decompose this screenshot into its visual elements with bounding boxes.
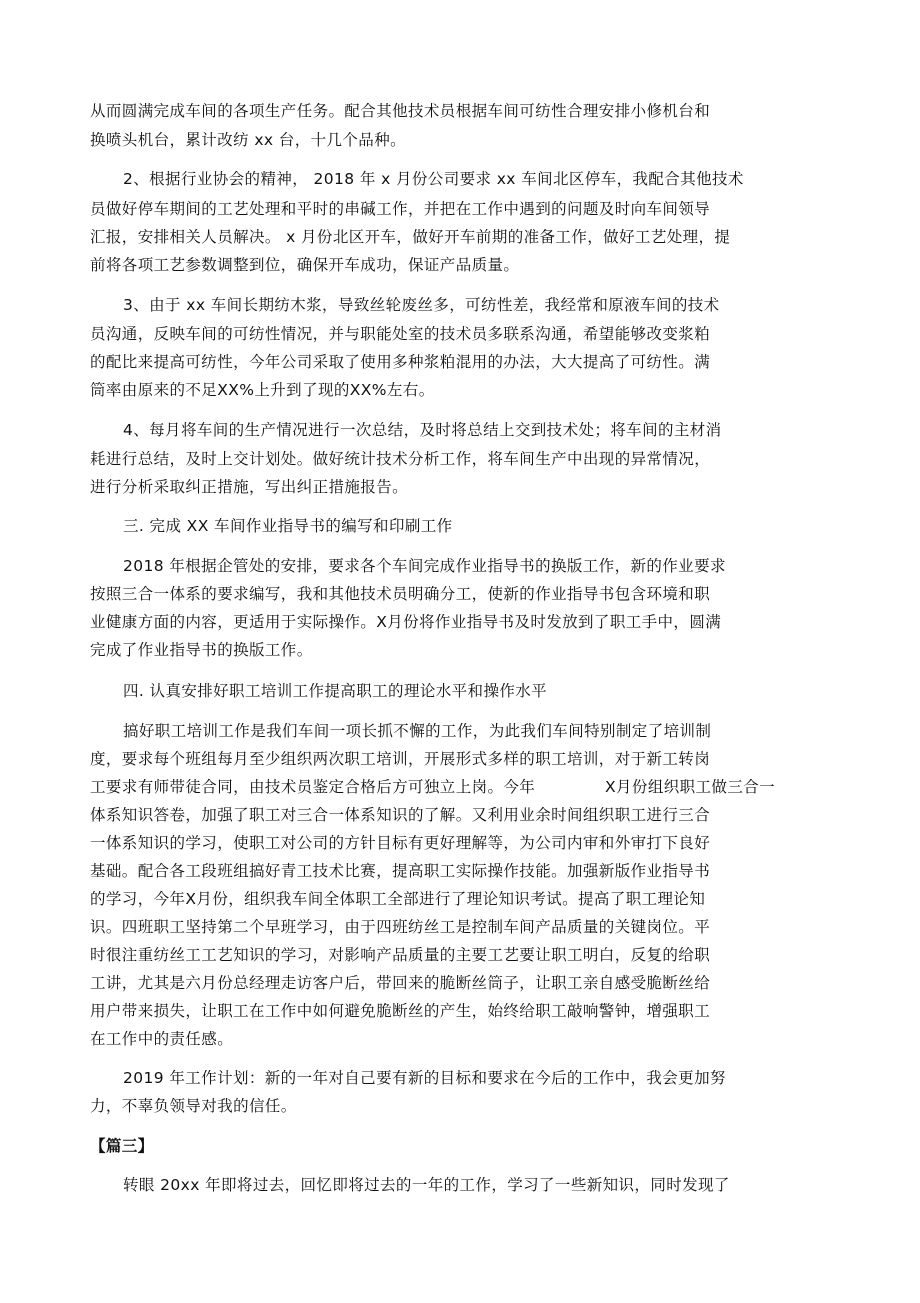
text-line: 3、由于 xx 车间长期纺木浆，导致丝轮废丝多，可纺性差，我经常和原液车间的技术 [123, 296, 720, 314]
text-line: 员沟通，反映车间的可纺性情况，并与职能处室的技术员多联系沟通，希望能够改变浆粕 [90, 325, 711, 343]
section-heading: 四. 认真安排好职工培训工作提高职工的理论水平和操作水平 [123, 682, 548, 700]
text-line: 耗进行总结，及时上交计划处。做好统计技术分析工作，将车间生产中出现的异常情况， [90, 450, 711, 468]
text-line: 进行分析采取纠正措施，写出纠正措施报告。 [90, 478, 409, 496]
text-line: 的学习，今年X月份，组织我车间全体职工全部进行了理论知识考试。提高了职工理论知 [90, 890, 706, 908]
text-line: 从而圆满完成车间的各项生产任务。配合其他技术员根据车间可纺性合理安排小修机台和 [90, 102, 711, 120]
text-line: 按照三合一体系的要求编写，我和其他技术员明确分工，使新的作业指导书包含环境和职 [90, 585, 711, 603]
text-line: 用户带来损失，让职工在工作中如何避免脆断丝的产生，始终给职工敲响警钟，增强职工 [90, 1002, 711, 1020]
text-line: 体系知识答卷，加强了职工对三合一体系知识的了解。又利用业余时间组织职工进行三合 [90, 806, 711, 824]
text-line: 4、每月将车间的生产情况进行一次总结，及时将总结上交到技术处；将车间的主材消 [123, 421, 722, 439]
text-line: 转眼 20xx 年即将过去，回忆即将过去的一年的工作，学习了一些新知识，同时发现了 [123, 1176, 730, 1194]
text-line: 在工作中的责任感。 [90, 1030, 234, 1048]
text-line: 2019 年工作计划：新的一年对自己要有新的目标和要求在今后的工作中，我会更加努 [123, 1069, 726, 1087]
text-line: 工讲，尤其是六月份总经理走访客户后，带回来的脆断丝筒子，让职工亲自感受脆断丝给 [90, 974, 711, 992]
text-line: 度，要求每个班组每月至少组织两次职工培训，开展形式多样的职工培训，对于新工转岗 [90, 750, 711, 768]
text-line: 搞好职工培训工作是我们车间一项长抓不懈的工作，为此我们车间特别制定了培训制 [123, 722, 712, 740]
text-line: 完成了作业指导书的换版工作。 [90, 641, 313, 659]
section-title: 【篇三】 [90, 1137, 154, 1155]
text-line: 一体系知识的学习，使职工对公司的方针目标有更好理解等，为公司内审和外审打下良好 [90, 834, 711, 852]
text-line: 时很注重纺丝工工艺知识的学习，对影响产品质量的主要工艺要让职工明白，反复的给职 [90, 946, 711, 964]
text-line: 2018 年根据企管处的安排，要求各个车间完成作业指导书的换版工作，新的作业要求 [123, 557, 726, 575]
text-line: 业健康方面的内容，更适用于实际操作。X月份将作业指导书及时发放到了职工手中，圆满 [90, 613, 722, 631]
text-line: X月份组织职工做三合一 [605, 778, 776, 796]
text-line: 2、根据行业协会的精神， 2018 年 x 月份公司要求 xx 车间北区停车，我配合其他技术 [123, 170, 744, 188]
text-line: 汇报，安排相关人员解决。 x 月份北区开车，做好开车前期的准备工作，做好工艺处理，提 [90, 228, 731, 246]
text-line: 筒率由原来的不足XX%上升到了现的XX%左右。 [90, 381, 435, 399]
section-heading: 三. 完成 XX 车间作业指导书的编写和印刷工作 [123, 517, 453, 535]
text-line: 力，不辜负领导对我的信任。 [90, 1097, 297, 1115]
text-line: 员做好停车期间的工艺处理和平时的串碱工作，并把在工作中遇到的问题及时向车间领导 [90, 200, 711, 218]
text-line: 换喷头机台，累计改纺 xx 台，十几个品种。 [90, 131, 407, 149]
text-line: 识。四班职工坚持第二个早班学习，由于四班纺丝工是控制车间产品质量的关键岗位。平 [90, 918, 711, 936]
text-line: 的配比来提高可纺性，今年公司采取了使用多种浆粕混用的办法，大大提高了可纺性。满 [90, 353, 711, 371]
text-line: 工要求有师带徒合同，由技术员鉴定合格后方可独立上岗。今年 [90, 778, 536, 796]
text-line: 前将各项工艺参数调整到位，确保开车成功，保证产品质量。 [90, 256, 520, 274]
text-line: 基础。配合各工段班组搞好青工技术比赛，提高职工实际操作技能。加强新版作业指导书 [90, 862, 711, 880]
